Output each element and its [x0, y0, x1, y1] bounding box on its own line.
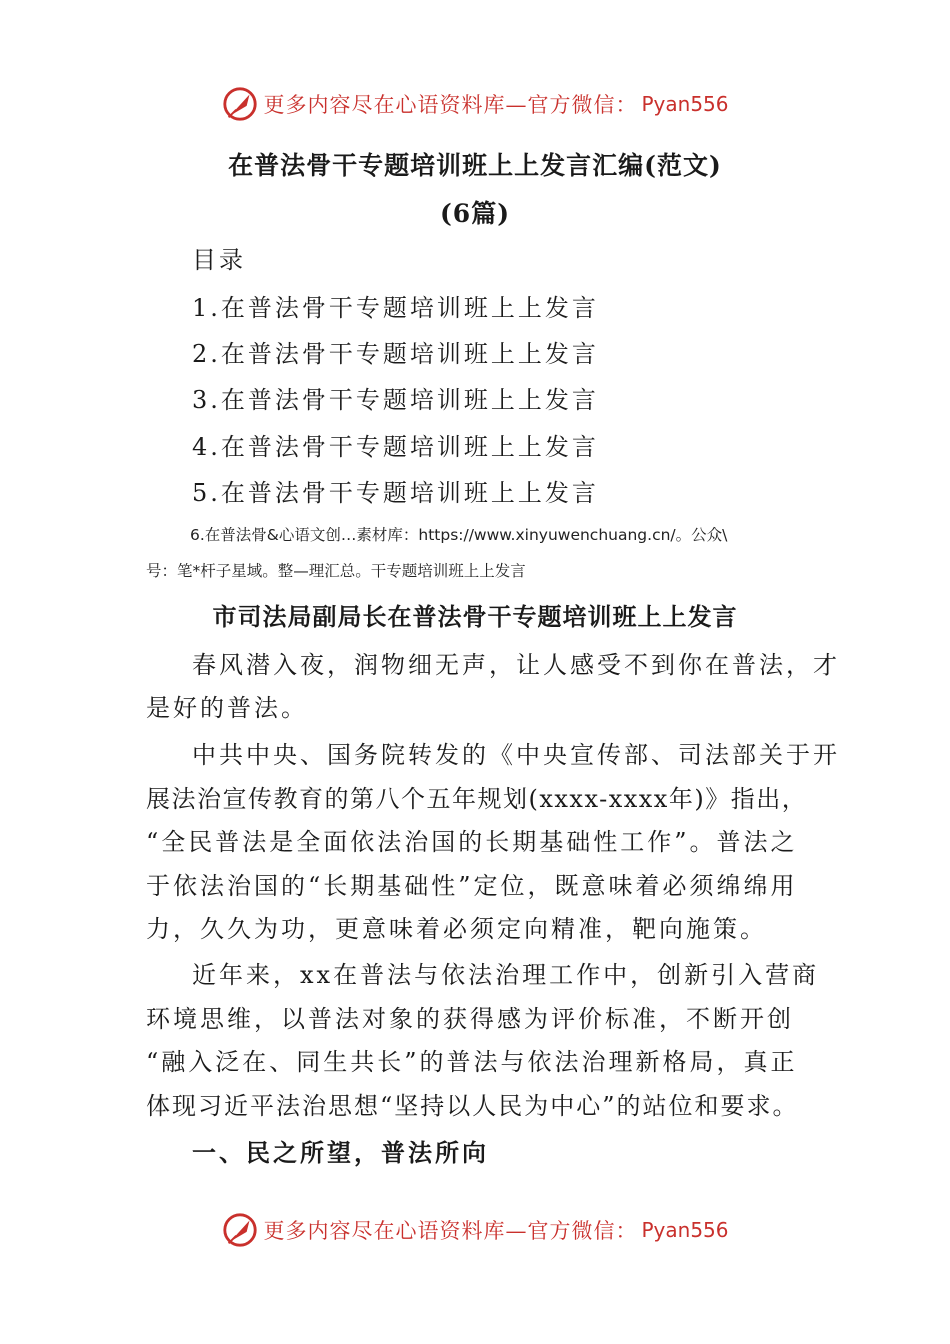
quill-logo-icon — [221, 85, 259, 123]
toc-item: 4.在普法骨干专题培训班上上发言 — [192, 433, 599, 461]
paragraph-line: 于依法治国的“长期基础性”定位，既意味着必须绵绵用 — [146, 872, 798, 900]
toc-heading: 目录 — [192, 246, 246, 274]
watermark-banner-bottom — [0, 1208, 950, 1252]
paragraph-line: 近年来，xx在普法与依法治理工作中，创新引入营商 — [192, 961, 820, 989]
paragraph-line: 环境思维，以普法对象的获得感为评价标准，不断开创 — [146, 1005, 794, 1033]
paragraph-line: “全民普法是全面依法治国的长期基础性工作”。普法之 — [146, 828, 798, 856]
section-title: 市司法局副局长在普法骨干专题培训班上上发言 — [212, 602, 738, 631]
watermark-text: 更多内容尽在心语资料库—官方微信： — [263, 93, 638, 117]
toc-item: 3.在普法骨干专题培训班上上发言 — [192, 386, 599, 414]
paragraph-line: 展法治宣传教育的第八个五年规划(xxxx-xxxx年)》指出， — [146, 785, 808, 813]
toc-item: 1.在普法骨干专题培训班上上发言 — [192, 294, 599, 322]
paragraph-line: 中共中央、国务院转发的《中央宣传部、司法部关于开 — [192, 741, 840, 769]
toc-item: 2.在普法骨干专题培训班上上发言 — [192, 340, 599, 368]
heading-1: 一、民之所望，普法所向 — [192, 1138, 489, 1167]
quill-logo-icon — [221, 1211, 259, 1249]
doc-title-line1: 在普法骨干专题培训班上上发言汇编(范文) — [228, 151, 722, 180]
paragraph-line: “融入泛在、同生共长”的普法与依法治理新格局，真正 — [146, 1048, 798, 1076]
toc-item-6-line2: 号：笔*杆子星域。整—理汇总。干专题培训班上上发言 — [146, 562, 526, 580]
watermark-text: 更多内容尽在心语资料库—官方微信： — [263, 1219, 638, 1243]
paragraph-line: 体现习近平法治思想“坚持以人民为中心”的站位和要求。 — [146, 1092, 799, 1120]
paragraph-line: 是好的普法。 — [146, 694, 308, 722]
doc-title-line2: (6篇) — [439, 199, 511, 228]
watermark-banner-top — [0, 82, 950, 126]
toc-item: 5.在普法骨干专题培训班上上发言 — [192, 479, 599, 507]
watermark-wechat: Pyan556 — [641, 92, 729, 116]
paragraph-line: 春风潜入夜，润物细无声，让人感受不到你在普法，才 — [192, 651, 840, 679]
toc-item-6-line1: 6.在普法骨&心语文创…素材库：https://www.xinyuwenchuang.cn/。公众\ — [190, 526, 728, 544]
paragraph-line: 力，久久为功，更意味着必须定向精准，靶向施策。 — [146, 915, 767, 943]
watermark-wechat: Pyan556 — [641, 1218, 729, 1242]
